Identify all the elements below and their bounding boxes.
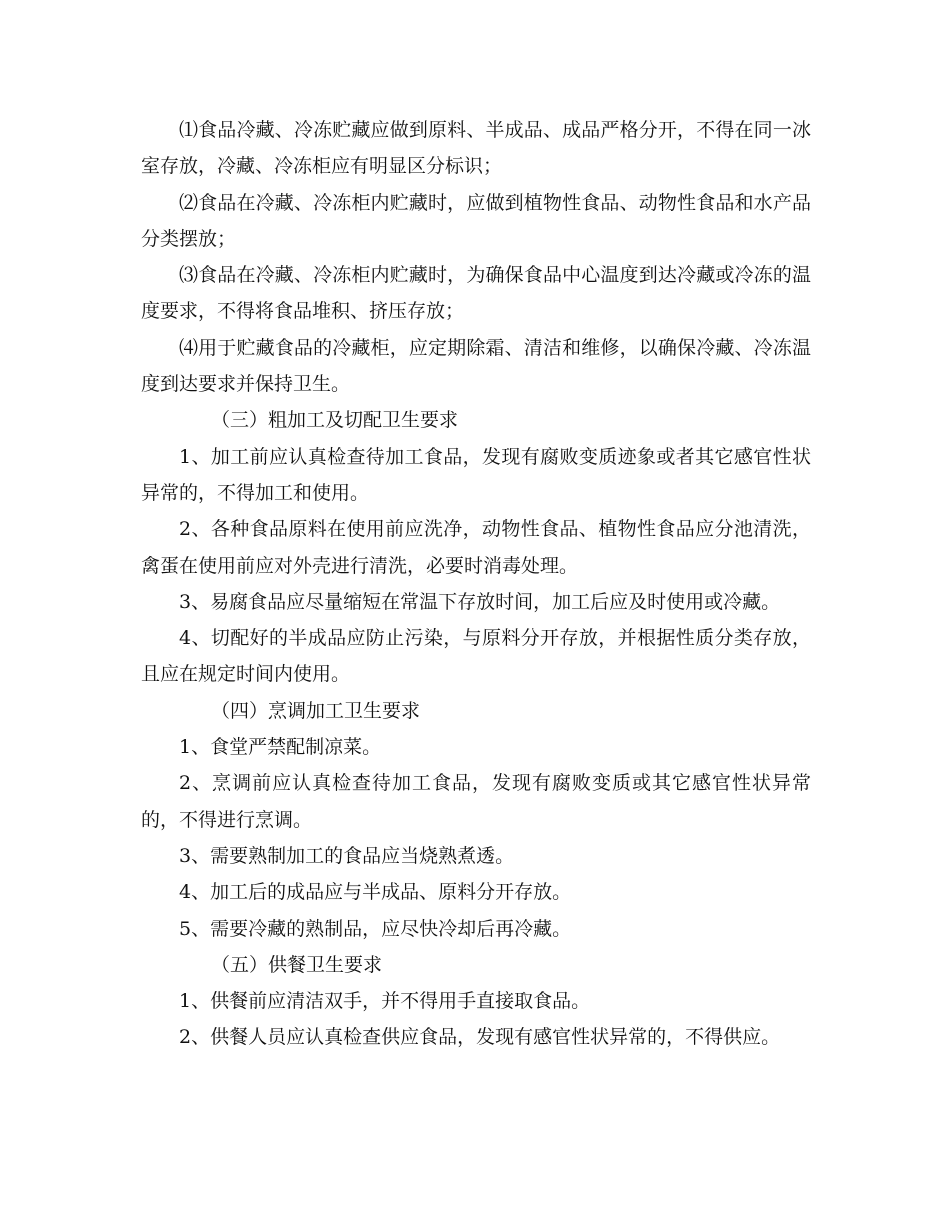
paragraph-storage-3: ⑶食品在冷藏、冷冻柜内贮藏时，为确保食品中心温度到达冷藏或冷冻的温度要求，不得将食品堆积、挤压存放； <box>141 264 811 323</box>
paragraph-prep-2: 2、各种食品原料在使用前应洗净，动物性食品、植物性食品应分池清洗，禽蛋在使用前应对外壳进行清洗，必要时消毒处理。 <box>141 518 811 577</box>
section-heading-3: （三）粗加工及切配卫生要求 <box>211 409 459 432</box>
paragraph-storage-4: ⑷用于贮藏食品的冷藏柜，应定期除霜、清洁和维修，以确保冷藏、冷冻温度到达要求并保持卫生。 <box>141 336 811 396</box>
paragraph-serving-1: 1、供餐前应清洁双手，并不得用手直接取食品。 <box>179 990 591 1013</box>
paragraph-cooking-1: 1、食堂严禁配制凉菜。 <box>179 736 382 759</box>
document-body <box>141 112 811 1056</box>
paragraph-cooking-4: 4、加工后的成品应与半成品、原料分开存放。 <box>179 881 572 904</box>
section-heading-5: （五）供餐卫生要求 <box>211 953 383 976</box>
paragraph-cooking-3: 3、需要熟制加工的食品应当烧熟煮透。 <box>179 844 515 867</box>
paragraph-prep-3: 3、易腐食品应尽量缩短在常温下存放时间，加工后应及时使用或冷藏。 <box>179 590 781 613</box>
paragraph-storage-1: ⑴食品冷藏、冷冻贮藏应做到原料、半成品、成品严格分开，不得在同一冰室存放，冷藏、冷冻柜应有明显区分标识； <box>141 119 811 178</box>
paragraph-prep-4: 4、切配好的半成品应防止污染，与原料分开存放，并根据性质分类存放，且应在规定时间内使用。 <box>141 627 811 686</box>
paragraph-cooking-2: 2、烹调前应认真检查待加工食品，发现有腐败变质或其它感官性状异常的，不得进行烹调。 <box>141 772 811 831</box>
paragraph-storage-2: ⑵食品在冷藏、冷冻柜内贮藏时，应做到植物性食品、动物性食品和水产品分类摆放； <box>141 191 811 250</box>
paragraph-serving-2: 2、供餐人员应认真检查供应食品，发现有感官性状异常的，不得供应。 <box>179 1026 781 1049</box>
section-heading-4: （四）烹调加工卫生要求 <box>211 699 421 722</box>
paragraph-cooking-5: 5、需要冷藏的熟制品，应尽快冷却后再冷藏。 <box>179 917 572 940</box>
paragraph-prep-1: 1、加工前应认真检查待加工食品，发现有腐败变质迹象或者其它感官性状异常的，不得加工和使用。 <box>141 445 811 504</box>
